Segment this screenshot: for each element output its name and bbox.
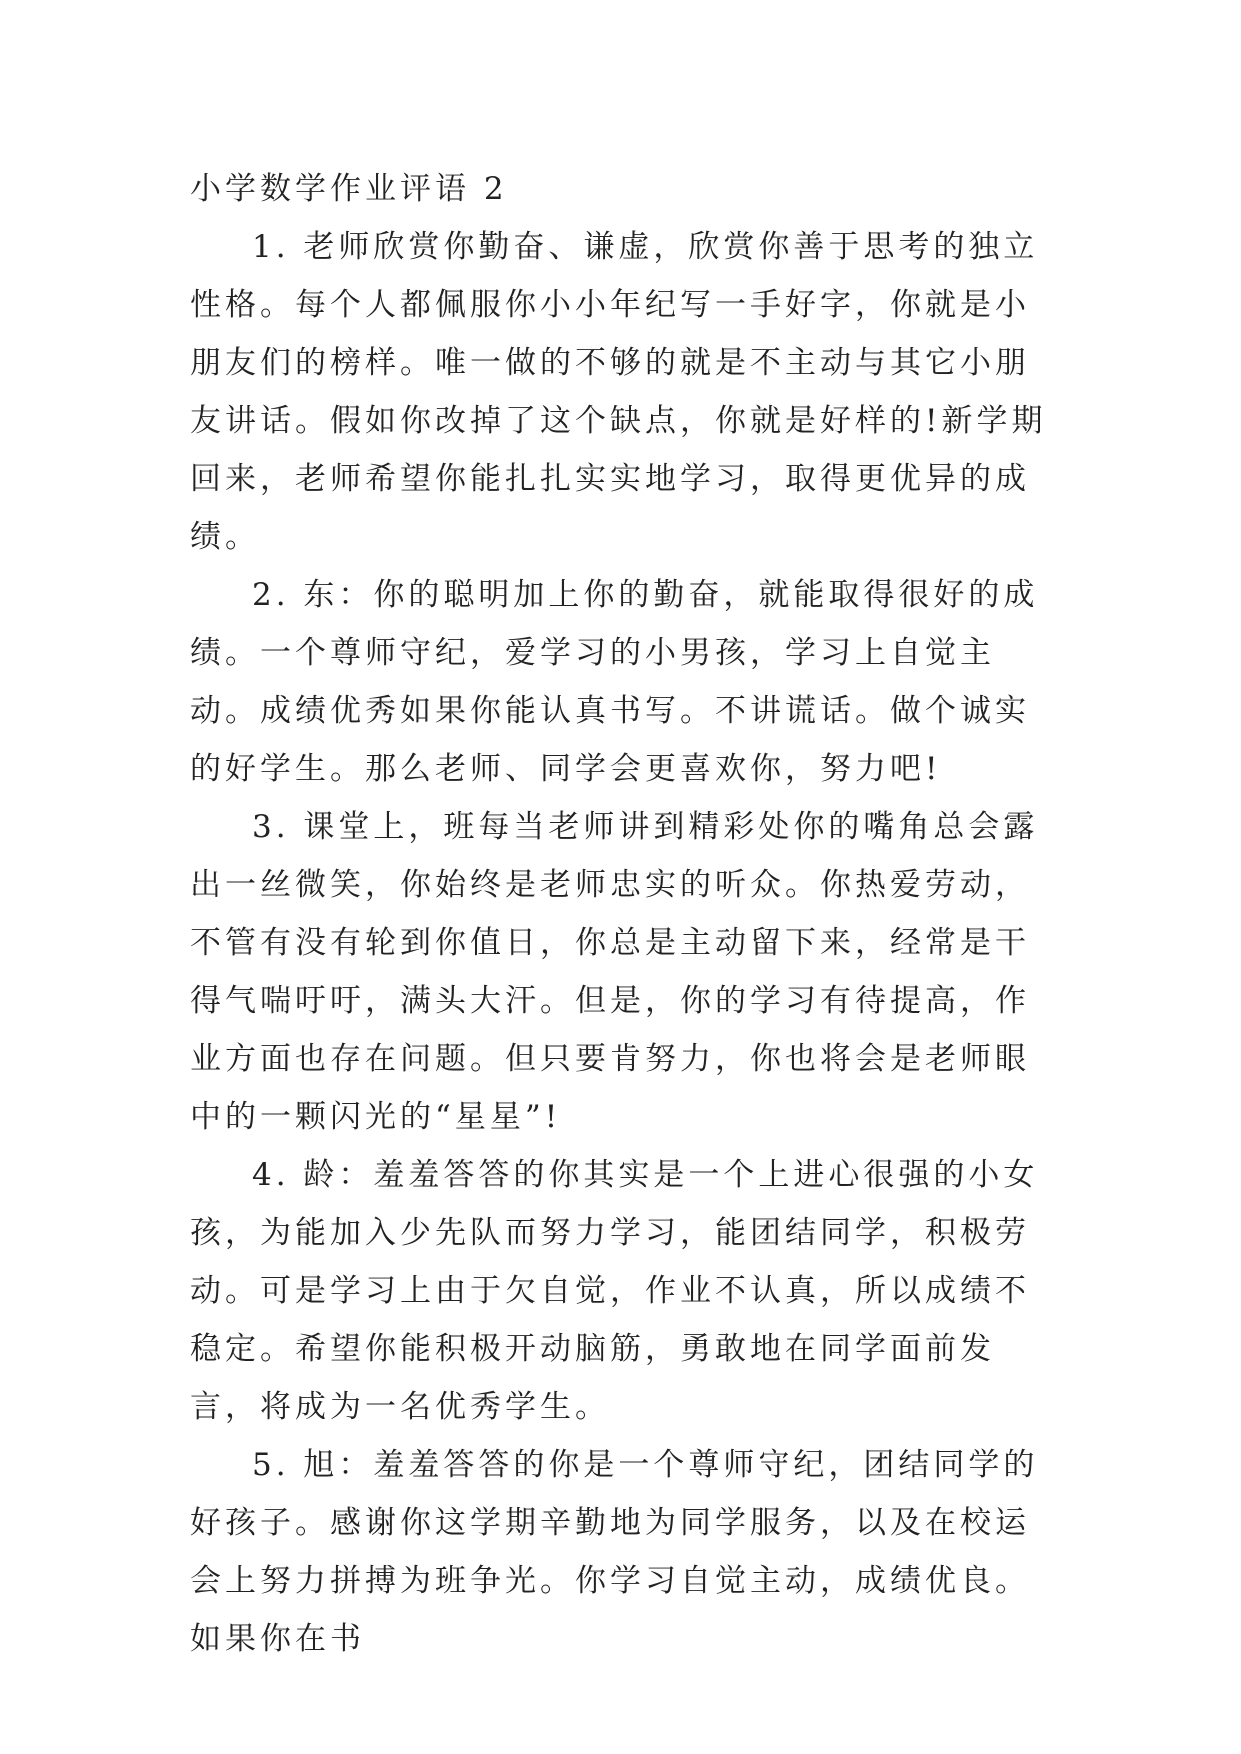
- comment-paragraph-5: 5. 旭：羞羞答答的你是一个尊师守纪，团结同学的好孩子。感谢你这学期辛勤地为同学服务，以及在校运会上努力拼搏为班争光。你学习自觉主动，成绩优良。如果你在书: [190, 1447, 1039, 1657]
- comment-paragraph-4: 4. 龄：羞羞答答的你其实是一个上进心很强的小女孩，为能加入少先队而努力学习，能团结同学，积极劳动。可是学习上由于欠自觉，作业不认真，所以成绩不稳定。希望你能积极开动脑筋，勇敢地在同学面前发言，将成为一名优秀学生。: [190, 1157, 1039, 1425]
- document-body: [190, 160, 1051, 1668]
- comment-paragraph-2: 2. 东：你的聪明加上你的勤奋，就能取得很好的成绩。一个尊师守纪，爱学习的小男孩，学习上自觉主动。成绩优秀如果你能认真书写。不讲谎话。做个诚实的好学生。那么老师、同学会更喜欢你，努力吧!: [190, 577, 1039, 787]
- comment-paragraph-1: 1. 老师欣赏你勤奋、谦虚，欣赏你善于思考的独立性格。每个人都佩服你小小年纪写一手好字，你就是小朋友们的榜样。唯一做的不够的就是不主动与其它小朋友讲话。假如你改掉了这个缺点，你就是好样的!新学期回来，老师希望你能扎扎实实地学习，取得更优异的成绩。: [190, 229, 1047, 555]
- comment-paragraph-3: 3. 课堂上，班每当老师讲到精彩处你的嘴角总会露出一丝微笑，你始终是老师忠实的听众。你热爱劳动，不管有没有轮到你值日，你总是主动留下来，经常是干得气喘吁吁，满头大汗。但是，你的学习有待提高，作业方面也存在问题。但只要肯努力，你也将会是老师眼中的一颗闪光的“星星”!: [190, 809, 1039, 1135]
- document-title: 小学数学作业评语 2: [190, 171, 508, 207]
